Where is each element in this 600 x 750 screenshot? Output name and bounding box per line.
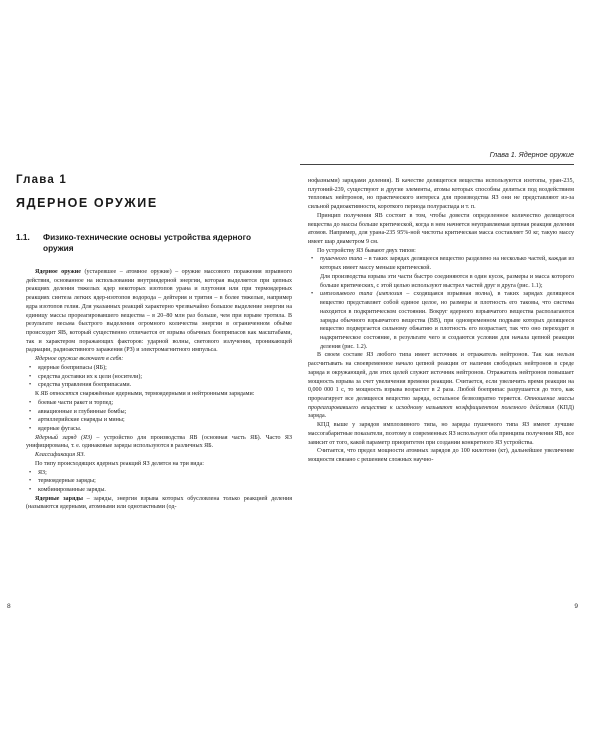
includes-list: [26, 364, 292, 390]
text-run: – сходящаяся взрывная волна), в таких зарядах делящееся вещество представляет собой единое целое, но размеры и плотность его таковы, что система находится в подкритическом состоянии. Вокруг ядерного взрывчатого вещества располагаются заряды обычного взрывчатого вещества (ВВ), при одновременном подрыве которых делящееся вещество подвергается сильному обжатию и плотность его возрастает, так что оно переходит в надкритическое состояние, в результате чего и создаются условия для начала цепной реакции деления (рис. 1.2).: [320, 291, 574, 350]
section-number: 1.1.: [16, 232, 30, 242]
text-run: – в таких зарядах делящееся вещество разделено на несколько частей, каждая из которых имеет массу меньше критической.: [320, 256, 574, 272]
term: ЯБ относятся: [40, 391, 79, 398]
text-run: – устройство для производства ЯВ (основная часть ЯБ). Часто ЯЗ унифицированы, т. е. одинаковые заряды используются в различных ЯБ.: [26, 434, 292, 450]
list-item: [308, 290, 574, 351]
paragraph: КПД выше у зарядов имплозивного типа, но заряды пушечного типа ЯЗ имеют лучшие массогабаритные показатели, поэтому в современных ЯЗ используют оба принципа получения ЯВ, все зависит от того, какой параметр приоритетен при создании конкретного ЯЗ устройства.: [308, 422, 574, 446]
paragraph: Для производства взрыва эти части быстро соединяются в один кусок, размеры и масса которого больше критических, с этой целью используют выстрел частей друг в друга (рис. 1.1);: [320, 273, 574, 289]
page-number: 9: [574, 603, 578, 610]
term: Ядерный заряд (ЯЗ): [35, 434, 92, 441]
list-item: • ядерные боеприпасы (ЯБ);: [26, 364, 292, 373]
paragraph: [26, 268, 292, 355]
right-page: [300, 0, 600, 750]
charge-types-list: [308, 255, 574, 351]
paragraph: [26, 434, 292, 451]
term: (имплозия: [372, 291, 403, 298]
running-header: Глава 1. Ядерное оружие: [489, 150, 574, 159]
text-run: К: [35, 391, 41, 398]
term: имплозивного типа: [320, 291, 373, 298]
list-item: • ядерные фугасы.: [26, 425, 292, 434]
list-item: • термоядерные заряды;: [26, 477, 292, 486]
term: Ядерное оружие: [35, 269, 81, 275]
paragraph: Принцип получения ЯВ состоит в том, чтобы довести определенное количество делящегося вещества до массы больше критической, когда в нем начнется неуправляемая цепная реакция деления атомов. Например, для урана-235 95%-ной чистоты критическая масса составляет 50 кг, такую массу имеет шар диаметром 9 см.: [308, 212, 574, 246]
list-item: • артиллерийские снаряды и мины;: [26, 416, 292, 425]
includes-heading: Ядерное оружие включает в себя:: [35, 356, 124, 363]
list-item: • комбинированные заряды.: [26, 486, 292, 495]
term: Ядерные заряды: [35, 495, 83, 502]
paragraph: [320, 255, 574, 272]
list-item: • авиационные и глубинные бомбы;: [26, 408, 292, 417]
paragraph: [26, 495, 292, 512]
text-run: – заряды, энергия взрыва которых обусловлена только реакцией деления (называются ядерными, атомными или однотактными (од-: [26, 495, 292, 511]
header-rule: [300, 164, 574, 165]
paragraph: [308, 351, 574, 421]
term: Отношение массы прореагировавшего вещества к исходному называют коэффициентом полезного действия: [308, 395, 574, 411]
text-run: (КПД) заряда.: [308, 404, 574, 420]
list-item: • средства доставки их к цели (носители);: [26, 373, 292, 382]
text-run: (устаревшее – атомное оружие) – оружие массового поражения взрывного действия, основанное на использовании внутриядерной энергии, которая выделяется при цепных реакциях деления тяжелых ядер некоторых изотопов урана и плутония или при термоядерных реакциях синтеза легких ядер-изотопов водорода – дейтерия и трития – в более тяжелые, например ядра изотопов гелия. Для указанных реакций характерно чрезвычайно большое выделение энергии на единицу массы прореагировавшего вещества – в 20–80 млн раз больше, чем при взрыве тротила. В результате весьма быстрого выделения огромного количества энергии в ограниченном объёме происходит ЯВ, который существенно отличается от взрыва обычных боеприпасов как масштабами, так и характером поражающих факторов: ударной волны, светового излучения, проникающей радиации, радиоактивного заражения (РЗ) и электромагнитного импульса.: [26, 269, 292, 354]
text-run: В своем составе ЯЗ любого типа имеет источник и отражатель нейтронов. Так как нельзя рассчитывать на своевременное начало цепной реакции от наличия свободных нейтронов в среде заряда и окружающей, для этих целей служит источник нейтронов. Отражатель нейтронов повышает мощность взрыва за счет увеличения времени реакции. Считается, если увеличить время реакции на 0,000 000 1 с, то мощность взрыва возрастет в 2 раза. Любой боеприпас разрушается до того, как прореагирует все делящееся вещество заряда, остальное безвозвратно теряется.: [308, 352, 574, 402]
classification-heading: Классификация ЯЗ.: [35, 452, 86, 459]
paragraph: [320, 290, 574, 351]
chapter-title: ЯДЕРНОЕ ОРУЖИЕ: [16, 196, 158, 210]
list-item: • ЯЗ;: [26, 469, 292, 478]
list-item: • боевые части ракет и торпед;: [26, 399, 292, 408]
right-body-text: [308, 177, 574, 465]
paragraph: нофазными) зарядами деления). В качестве делящегося вещества используются изотопы, уран-235, плутоний-239, существуют и другие элементы, атомы которых способны делиться под воздействием тепловых нейтронов, но практического интереса для производства ЯЗ они не представляют из-за сильной радиоактивности, короткого периода полураспада и т. п.: [308, 178, 574, 211]
paragraph: По типу происходящих ядерных реакций ЯЗ делятся на три вида:: [35, 460, 204, 467]
paragraph: Считается, что предел мощности атомных зарядов до 100 килотонн (кт), дальнейшее увеличение мощности связано с решением сложных научно-: [308, 448, 574, 463]
list-item: • средства управления боеприпасами.: [26, 381, 292, 390]
types-list: [26, 469, 292, 495]
list-item: [308, 255, 574, 290]
left-body-text: [26, 268, 292, 512]
page-number: 8: [7, 603, 11, 610]
paragraph: По устройству ЯЗ бывают двух типов:: [317, 247, 416, 254]
section-title: Физико-технические основы устройства ядерного оружия: [43, 232, 252, 253]
term: пушечного типа: [320, 256, 363, 263]
chapter-label: Глава 1: [16, 174, 67, 186]
text-run: снаряжённые ядерными, термоядерными и нейтронными зарядами:: [78, 391, 255, 398]
paragraph: [26, 390, 292, 399]
yab-list: [26, 399, 292, 434]
